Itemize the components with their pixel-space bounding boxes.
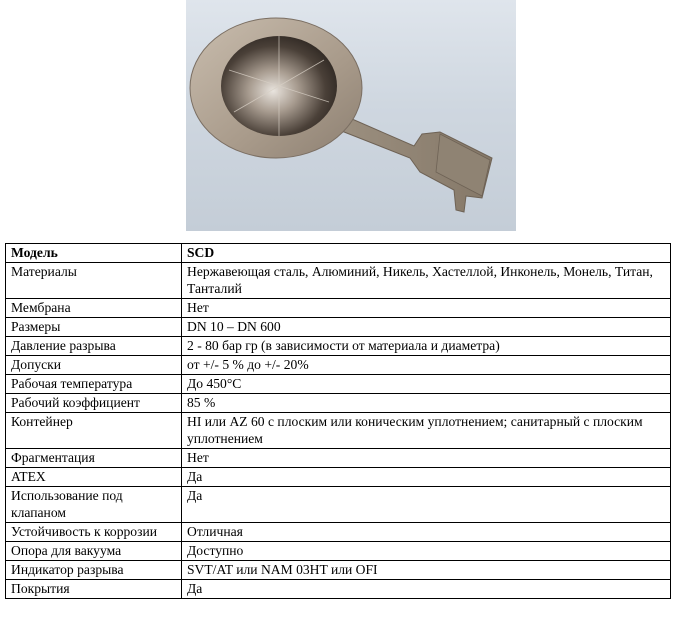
table-row <box>6 375 671 394</box>
row-label: Покрытия <box>6 580 182 599</box>
table-row <box>6 561 671 580</box>
specification-table <box>5 243 671 599</box>
row-label: Давление разрыва <box>6 337 182 356</box>
row-label: Устойчивость к коррозии <box>6 523 182 542</box>
row-value: Нет <box>182 299 671 318</box>
row-label: Допуски <box>6 356 182 375</box>
row-label: Фрагментация <box>6 449 182 468</box>
rupture-disc-icon <box>186 0 516 231</box>
row-label: Рабочий коэффициент <box>6 394 182 413</box>
row-value: 85 % <box>182 394 671 413</box>
row-label: Мембрана <box>6 299 182 318</box>
header-value-cell: SCD <box>182 244 671 263</box>
row-value: Нержавеющая сталь, Алюминий, Никель, Хастеллой, Инконель, Монель, Титан, Танталий <box>182 263 671 299</box>
table-row <box>6 318 671 337</box>
row-value: Да <box>182 468 671 487</box>
table-row <box>6 523 671 542</box>
table-row <box>6 337 671 356</box>
table-row <box>6 263 671 299</box>
row-value: Да <box>182 580 671 599</box>
row-label: Размеры <box>6 318 182 337</box>
table-row <box>6 449 671 468</box>
row-value: Отличная <box>182 523 671 542</box>
row-value: 2 - 80 бар гр (в зависимости от материала и диаметра) <box>182 337 671 356</box>
row-value: от +/- 5 % до +/- 20% <box>182 356 671 375</box>
table-row <box>6 299 671 318</box>
header-label-cell: Модель <box>6 244 182 263</box>
row-label: Рабочая температура <box>6 375 182 394</box>
table-row <box>6 394 671 413</box>
row-label: Использование под клапаном <box>6 487 182 523</box>
row-label: Индикатор разрыва <box>6 561 182 580</box>
table-row <box>6 580 671 599</box>
row-label: Материалы <box>6 263 182 299</box>
row-value: HI или AZ 60 с плоским или коническим уплотнением; санитарный с плоским уплотнением <box>182 413 671 449</box>
table-row <box>6 468 671 487</box>
row-label: Контейнер <box>6 413 182 449</box>
row-label: ATEX <box>6 468 182 487</box>
product-photo <box>186 0 516 231</box>
table-row <box>6 487 671 523</box>
row-value: Доступно <box>182 542 671 561</box>
table-row <box>6 413 671 449</box>
table-row <box>6 356 671 375</box>
table-header-row <box>6 244 671 263</box>
row-value: SVT/AT или NAM 03HT или OFI <box>182 561 671 580</box>
row-value: Да <box>182 487 671 523</box>
row-value: До 450°C <box>182 375 671 394</box>
row-value: DN 10 – DN 600 <box>182 318 671 337</box>
row-label: Опора для вакуума <box>6 542 182 561</box>
table-row <box>6 542 671 561</box>
row-value: Нет <box>182 449 671 468</box>
